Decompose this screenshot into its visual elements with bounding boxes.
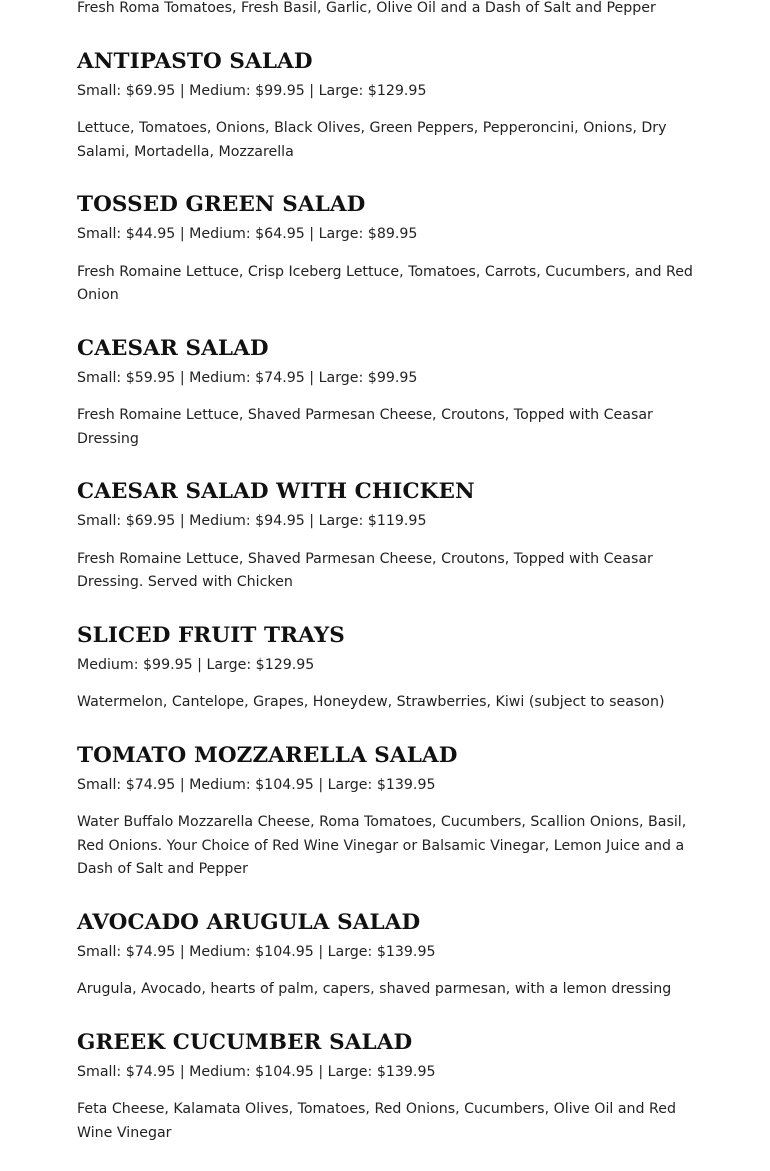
- menu-item-caesar-salad-with-chicken: [77, 477, 697, 595]
- menu-item-sliced-fruit-trays: [77, 621, 697, 715]
- item-prices: Small: $69.95 | Medium: $99.95 | Large: $129.95: [77, 82, 427, 99]
- item-prices: Small: $74.95 | Medium: $104.95 | Large: $139.95: [77, 943, 436, 960]
- menu-item-tomato-mozzarella-salad: [77, 741, 697, 882]
- item-prices: Small: $44.95 | Medium: $64.95 | Large: $89.95: [77, 226, 418, 242]
- item-title: TOMATO MOZZARELLA SALAD: [77, 742, 458, 768]
- menu-item-greek-cucumber-salad: [77, 1028, 697, 1146]
- menu-item-antipasto-salad: [77, 47, 697, 165]
- item-description: Feta Cheese, Kalamata Olives, Tomatoes, Red Onions, Cucumbers, Olive Oil and Red Wine Vinegar: [77, 1101, 676, 1141]
- item-prices: Medium: $99.95 | Large: $129.95: [77, 656, 315, 673]
- item-title: ANTIPASTO SALAD: [77, 48, 313, 74]
- item-prices: Small: $69.95 | Medium: $94.95 | Large: $119.95: [77, 513, 427, 529]
- item-description: Fresh Romaine Lettuce, Shaved Parmesan Cheese, Croutons, Topped with Ceasar Dressing: [77, 407, 653, 447]
- item-title: TOSSED GREEN SALAD: [77, 192, 366, 217]
- menu-item-caesar-salad: [77, 334, 697, 452]
- item-title: SLICED FRUIT TRAYS: [77, 622, 345, 648]
- item-description: Fresh Romaine Lettuce, Crisp Iceberg Lettuce, Tomatoes, Carrots, Cucumbers, and Red Onion: [77, 263, 693, 303]
- item-description: Water Buffalo Mozzarella Cheese, Roma Tomatoes, Cucumbers, Scallion Onions, Basil, Red Onions. Your Choice of Red Wine Vinegar or Balsamic Vinegar, Lemon Juice and a Dash of Salt and Pepper: [77, 814, 687, 877]
- intro-description: Fresh Roma Tomatoes, Fresh Basil, Garlic, Olive Oil and a Dash of Salt and Pepper: [77, 0, 656, 16]
- item-prices: Small: $74.95 | Medium: $104.95 | Large: $139.95: [77, 776, 436, 793]
- item-description: Watermelon, Cantelope, Grapes, Honeydew, Strawberries, Kiwi (subject to season): [77, 694, 665, 710]
- salad-menu: [77, 0, 697, 1171]
- item-title: CAESAR SALAD: [77, 335, 269, 361]
- item-title: AVOCADO ARUGULA SALAD: [77, 909, 421, 935]
- menu-item-avocado-arugula-salad: [77, 908, 697, 1002]
- item-title: GREEK CUCUMBER SALAD: [77, 1029, 413, 1055]
- item-prices: Small: $59.95 | Medium: $74.95 | Large: $99.95: [77, 369, 418, 386]
- menu-item-tossed-green-salad: [77, 190, 697, 308]
- item-description: Lettuce, Tomatoes, Onions, Black Olives, Green Peppers, Pepperoncini, Onions, Dry Salami, Mortadella, Mozzarella: [77, 120, 667, 160]
- item-title: CAESAR SALAD WITH CHICKEN: [77, 479, 475, 504]
- item-description: Fresh Romaine Lettuce, Shaved Parmesan Cheese, Croutons, Topped with Ceasar Dressing. Served with Chicken: [77, 550, 653, 590]
- item-prices: Small: $74.95 | Medium: $104.95 | Large: $139.95: [77, 1063, 436, 1080]
- item-description: Arugula, Avocado, hearts of palm, capers, shaved parmesan, with a lemon dressing: [77, 981, 672, 997]
